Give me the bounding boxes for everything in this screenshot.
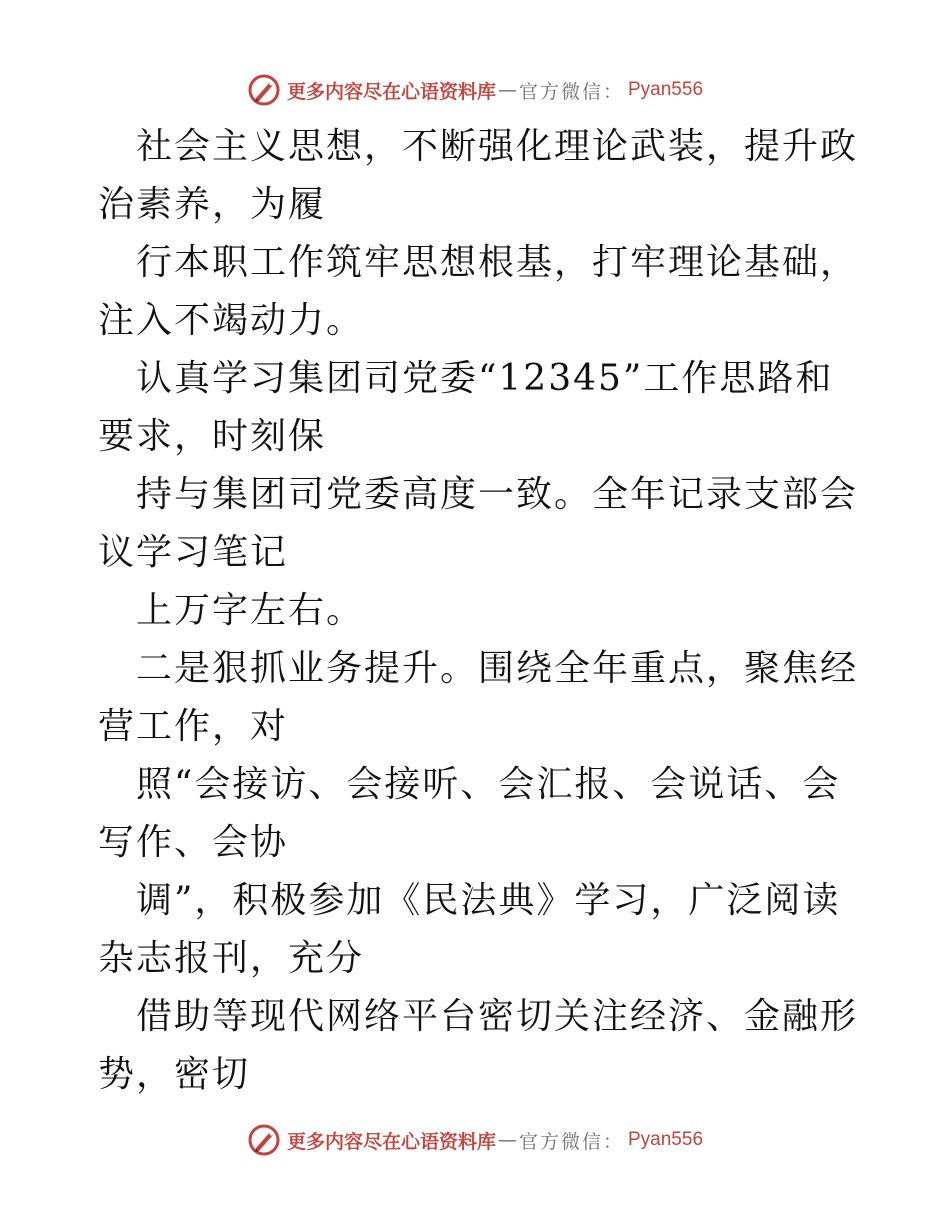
paragraph: 调”，积极参加《民法典》学习，广泛阅读杂志报刊，充分 xyxy=(98,880,841,979)
paragraph: 行本职工作筑牢思想根基，打牢理论基础，注入不竭动力。 xyxy=(98,242,859,341)
paragraph: 照“会接访、会接听、会汇报、会说话、会写作、会协 xyxy=(98,764,841,863)
document-body xyxy=(98,118,858,1104)
watermark-main-text: 更多内容尽在心语资料库 xyxy=(286,1130,496,1153)
watermark-wechat-label: 官方微信： xyxy=(518,1130,624,1153)
footer-watermark xyxy=(0,1120,950,1160)
pen-logo-icon xyxy=(247,73,281,107)
watermark-wechat-id: Pyan556 xyxy=(628,79,704,100)
watermark-dash: — xyxy=(497,1129,517,1151)
watermark-wechat-id: Pyan556 xyxy=(628,1129,704,1150)
paragraph: 认真学习集团司党委“12345”工作思路和要求，时刻保 xyxy=(98,358,834,457)
pen-logo-icon xyxy=(247,1123,281,1157)
header-watermark xyxy=(0,70,950,110)
watermark-dash: — xyxy=(497,79,517,101)
watermark-wechat-label: 官方微信： xyxy=(518,80,624,103)
paragraph: 借助等现代网络平台密切关注经济、金融形势，密切 xyxy=(98,996,859,1095)
paragraph: 二是狠抓业务提升。围绕全年重点，聚焦经营工作，对 xyxy=(98,648,859,747)
paragraph: 持与集团司党委高度一致。全年记录支部会议学习笔记 xyxy=(98,474,859,573)
watermark-main-text: 更多内容尽在心语资料库 xyxy=(286,80,496,103)
paragraph: 社会主义思想，不断强化理论武装，提升政治素养，为履 xyxy=(98,126,859,225)
paragraph: 上万字左右。 xyxy=(136,590,365,631)
